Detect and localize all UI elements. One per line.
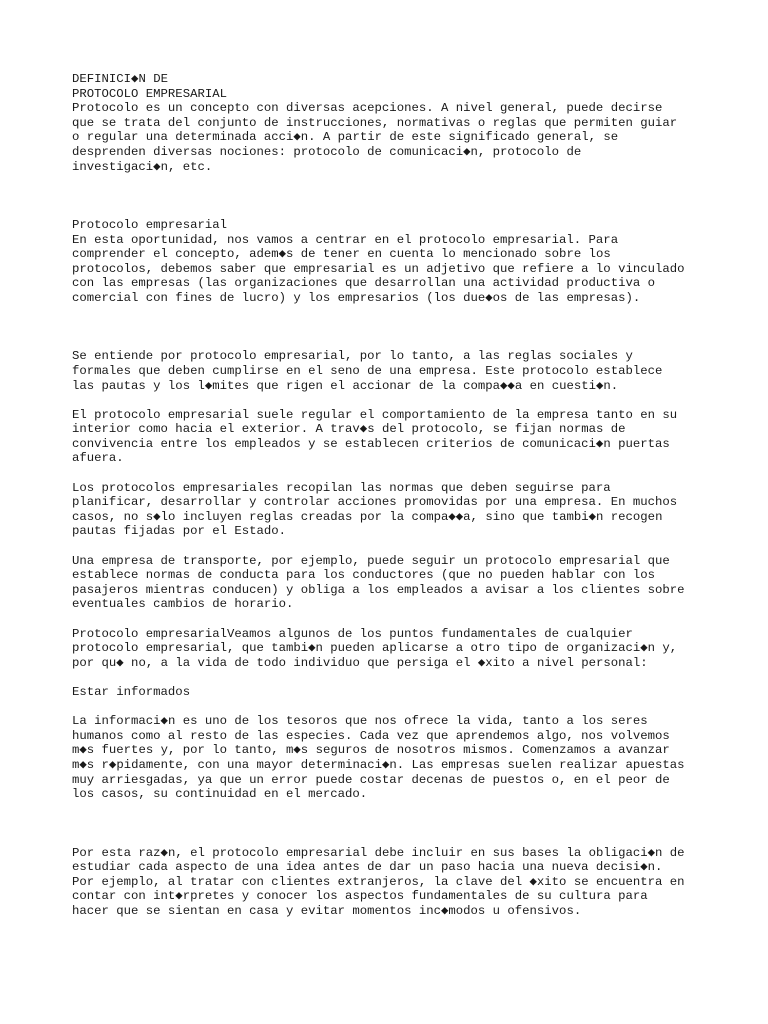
section-heading-estar-informados: Estar informados: [72, 684, 191, 699]
spacer: [72, 700, 712, 715]
paragraph-comportamiento: El protocolo empresarial suele regular el comportamiento de la empresa tanto en su interior como hacia el exterior. A trav◆s del protocolo, se fijan normas de convivencia entre los empleados y se establecen criterios de comunicaci◆n puertas afuera.: [72, 407, 678, 466]
paragraph-informacion: La informaci◆n es uno de los tesoros que nos ofrece la vida, tanto a los seres humanos como al resto de las especies. Cada vez que aprendemos algo, nos volvemos m◆s fuertes y, por lo tanto, m◆s seguros de nosotros mismos. Comenzamos a avanzar m◆s r◆pidamente, con una mayor determinaci◆n. Las empresas suelen realizar apuestas muy arriesgadas, ya que un error puede costar decenas de puestos o, en el peor de los casos, su continuidad en el mercado.: [72, 714, 685, 802]
paragraph-reglas-sociales: Se entiende por protocolo empresarial, por lo tanto, a las reglas sociales y formales que deben cumplirse en el seno de una empresa. Este protocolo establece las pautas y los l◆mites que rigen el accionar de la compa◆◆a en cuesti◆n.: [72, 349, 663, 393]
spacer: [72, 306, 712, 350]
spacer: [72, 393, 712, 408]
paragraph-recopilan-normas: Los protocolos empresariales recopilan las normas que deben seguirse para planificar, desarrollar y controlar acciones promovidas por una empresa. En muchos casos, no s◆lo incluyen reglas creadas por la compa◆◆a, sino que tambi◆n recogen pautas fijadas por el Estado.: [72, 480, 678, 539]
spacer: [72, 466, 712, 481]
document-heading: [72, 72, 712, 101]
spacer: [72, 612, 712, 627]
spacer: [72, 670, 712, 685]
paragraph-por-esta-razon: Por esta raz◆n, el protocolo empresarial debe incluir en sus bases la obligaci◆n de estudiar cada aspecto de una idea antes de dar un paso hacia una nueva decisi◆n. Por ejemplo, al tratar con clientes extranjeros, la clave del ◆xito se encuentra en contar con int◆rpretes y conocer los aspectos fundamentales de su cultura para hacer que se sientan en casa y evitar momentos inc◆modos u ofensivos.: [72, 845, 685, 918]
paragraph-ejemplo-transporte: Una empresa de transporte, por ejemplo, puede seguir un protocolo empresarial que establece normas de conducta para los conductores (que no pueden hablar con los pasajeros mientras conducen) y obliga a los empleados a avisar a los clientes sobre eventuales cambios de horario.: [72, 553, 685, 612]
heading-line-1: DEFINICI◆N DE: [72, 72, 168, 86]
spacer: [72, 802, 712, 846]
paragraph-protocolo-empresarial: Protocolo empresarial En esta oportunidad, nos vamos a centrar en el protocolo empresarial. Para comprender el concepto, adem◆s de tener en cuenta lo mencionado sobre los protocolos, debemos saber que empresarial es un adjetivo que refiere a lo vinculado con las empresas (las organizaciones que desarrollan una actividad productiva o comercial con fines de lucro) y los empresarios (los due◆os de las empresas).: [72, 217, 685, 305]
heading-line-2: PROTOCOLO EMPRESARIAL: [72, 86, 227, 101]
paragraph-puntos-fundamentales: Protocolo empresarialVeamos algunos de los puntos fundamentales de cualquier protocolo empresarial, que tambi◆n pueden aplicarse a otro tipo de organizaci◆n y, por qu◆ no, a la vida de todo individuo que persiga el ◆xito a nivel personal:: [72, 626, 678, 670]
spacer: [72, 539, 712, 554]
spacer: [72, 174, 712, 218]
document-page: [72, 72, 712, 918]
paragraph-definition: Protocolo es un concepto con diversas acepciones. A nivel general, puede decirse que se trata del conjunto de instrucciones, normativas o reglas que permiten guiar o regular una determinada acci◆n. A partir de este significado general, se desprenden diversas nociones: protocolo de comunicaci◆n, protocolo de investigaci◆n, etc.: [72, 101, 678, 174]
